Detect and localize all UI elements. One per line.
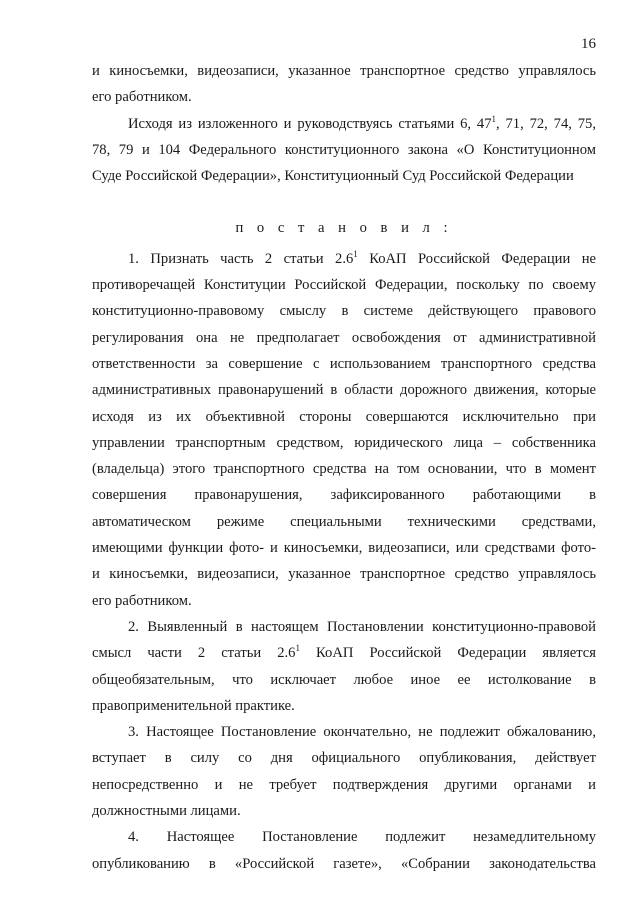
preamble-line: 78, 79 и 104 Федерального конституционного закона «О Конституционном (92, 141, 596, 158)
p2-text: КоАП Российской Федерации является (299, 645, 597, 662)
paragraph-2-line: общеобязательным, что исключает любое иное ее истолкование в (92, 671, 596, 688)
paragraph-1-line: регулирования она не предполагает освобождения от административной (92, 329, 596, 346)
paragraph-3-line: непосредственно и не требует подтверждения другими органами и (92, 776, 596, 793)
paragraph-1-line: и киносъемки, видеозаписи, указанное транспортное средство управлялось (92, 566, 596, 583)
paragraph-3-line: вступает в силу со дня официального опубликования, действует (92, 750, 596, 767)
paragraph-4-line: опубликованию в «Российской газете», «Собрании законодательства (92, 855, 596, 872)
paragraph-1-line: исходя из их объективной стороны совершаются исключительно при (92, 408, 596, 425)
p1-text: 1. Признать часть 2 статьи 2.6 (128, 250, 354, 267)
preamble-text: Исходя из изложенного и руководствуясь статьями 6, 47 (128, 115, 492, 132)
paragraph-1-line: (владельца) этого транспортного средства на том основании, что в момент (92, 461, 596, 478)
paragraph-3-line: 3. Настоящее Постановление окончательно, не подлежит обжалованию, (128, 724, 596, 741)
paragraph-1-line: противоречащей Конституции Российской Федерации, поскольку по своему (92, 277, 596, 294)
text-line: его работником. (92, 89, 192, 106)
p2-text: смысл части 2 статьи 2.6 (92, 645, 296, 662)
paragraph-4-line: 4. Настоящее Постановление подлежит незамедлительному (128, 829, 596, 846)
paragraph-1-line (92, 246, 596, 272)
paragraph-2-line (92, 640, 596, 666)
paragraph-1-line: имеющими функции фото- и киносъемки, видеозаписи, или средствами фото- (92, 540, 596, 557)
p1-text: КоАП Российской Федерации не (357, 250, 596, 267)
paragraph-1-line: управлении транспортным средством, юридического лица – собственника (92, 434, 596, 451)
paragraph-1-line: его работником. (92, 592, 192, 609)
paragraph-2-line: 2. Выявленный в настоящем Постановлении конституционно-правовой (128, 618, 596, 635)
superscript: 1 (295, 643, 300, 654)
paragraph-1-line: конституционно-правовому смыслу в системе действующего правового (92, 303, 596, 320)
preamble-line (92, 111, 596, 137)
document-body (92, 58, 596, 877)
preamble-text: , 71, 72, 74, 75, (496, 115, 596, 132)
paragraph-1-line: совершения правонарушения, зафиксированного работающими в (92, 487, 596, 504)
paragraph-2-line: правоприменительной практике. (92, 697, 295, 714)
paragraph-1-line: ответственности за совершение с использованием транспортного средства (92, 355, 596, 372)
paragraph-1-line: автоматическом режиме специальными техническими средствами, (92, 513, 596, 530)
resolution-heading: п о с т а н о в и л : (235, 220, 453, 237)
paragraph-3-line: должностными лицами. (92, 803, 241, 820)
paragraph-1-line: административных правонарушений в области дорожного движения, которые (92, 382, 596, 399)
preamble-line: Суде Российской Федерации», Конституционный Суд Российской Федерации (92, 168, 574, 185)
page-number: 16 (581, 36, 596, 52)
superscript: 1 (491, 113, 496, 124)
text-line: и киносъемки, видеозаписи, указанное транспортное средство управлялось (92, 63, 596, 79)
superscript: 1 (353, 248, 358, 259)
